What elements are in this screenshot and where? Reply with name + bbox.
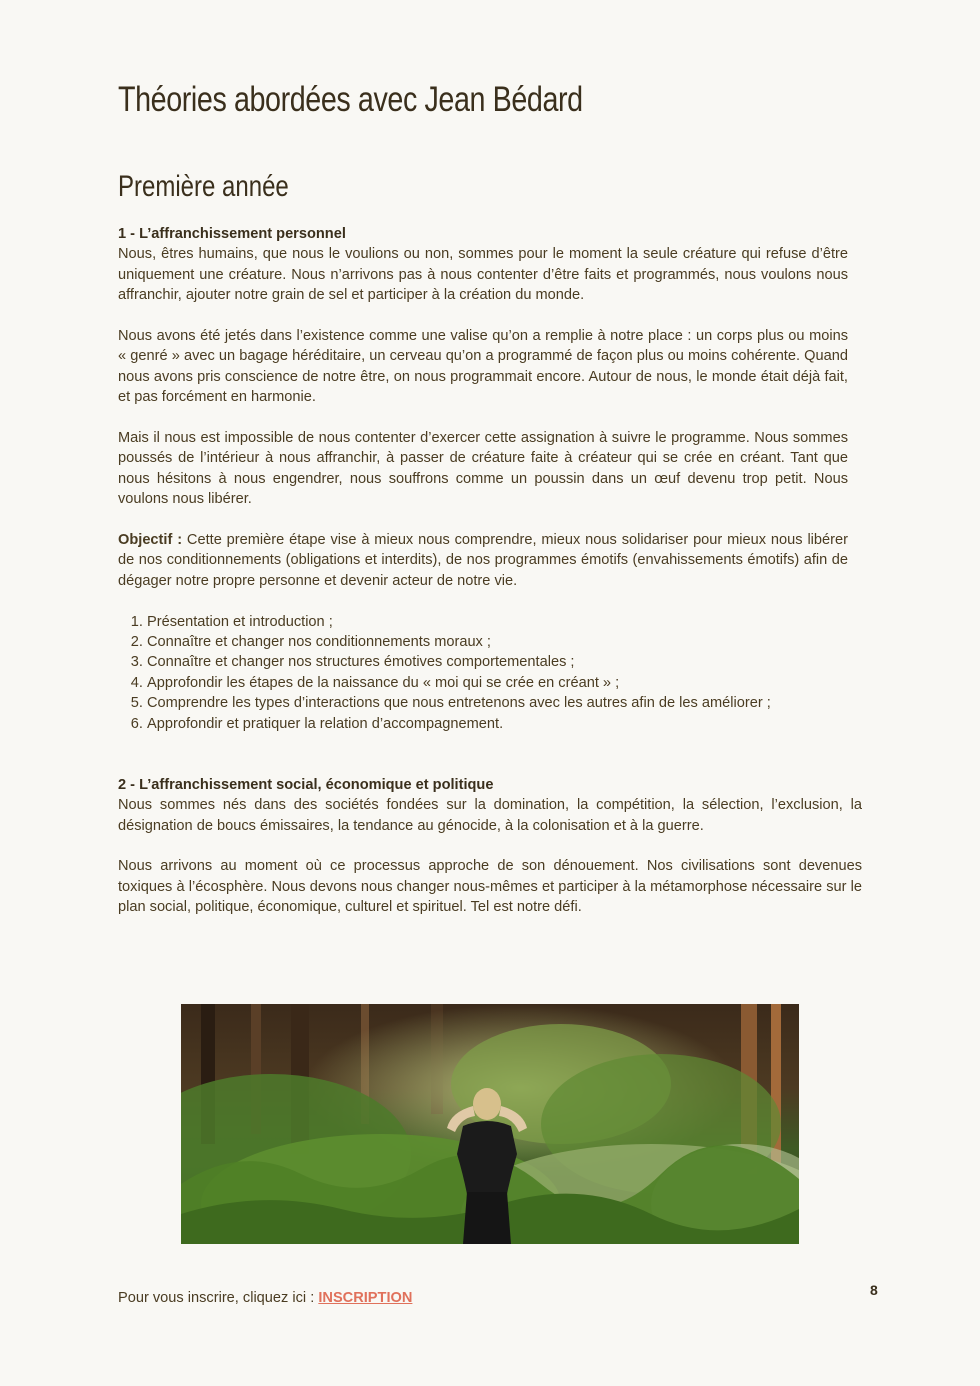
- objective-text: Cette première étape vise à mieux nous comprendre, mieux nous solidariser pour mieux nous libérer de nos conditionnements (obligations et interdits), de nos programmes émotifs (envahissements émotifs) afin de dégager notre propre personne et devenir acteur de notre vie.: [118, 532, 848, 589]
- part2-paragraph-1: Nous sommes nés dans des sociétés fondées sur la domination, la compétition, la sélection, l’exclusion, la désignation de boucs émissaires, la tendance au génocide, à la colonisation et à la guerre.: [118, 797, 862, 834]
- forest-photo: [181, 1004, 799, 1244]
- document-body: [118, 224, 862, 918]
- part2-paragraph-2: Nous arrivons au moment où ce processus approche de son dénouement. Nos civilisations sont devenues toxiques à l’écosphère. Nous devons nous changer nous-mêmes et participer à la métamorphose nécessaire sur le plan social, politique, économique, culturel et spirituel. Tel est notre défi.: [118, 858, 862, 916]
- list-item: 3. Connaître et changer nos structures émotives comportementales ;: [147, 652, 848, 672]
- part1-paragraph-3: Mais il nous est impossible de nous contenter d’exercer cette assignation à suivre le programme. Nous sommes poussés de l’intérieur à nous affranchir, à passer de créature faite à créateur qui se crée en créant. Tant que nous hésitons à nous engendrer, nous souffrons comme un poussin dans un œuf devenu trop petit. Nous voulons nous libérer.: [118, 430, 848, 508]
- list-item: 1. Présentation et introduction ;: [147, 612, 848, 632]
- list-item: 2. Connaître et changer nos conditionnements moraux ;: [147, 632, 848, 652]
- part2-heading: 2 - L’affranchissement social, économique et politique: [118, 776, 494, 793]
- list-item: 5. Comprendre les types d’interactions que nous entretenons avec les autres afin de les améliorer ;: [147, 693, 848, 713]
- list-item: 4. Approfondir les étapes de la naissance du « moi qui se crée en créant » ;: [147, 673, 848, 693]
- objective-paragraph: [118, 530, 848, 591]
- page-title: Théories abordées avec Jean Bédard: [118, 80, 583, 119]
- part1-paragraph-1: Nous, êtres humains, que nous le voulions ou non, sommes pour le moment la seule créature qui refuse d’être uniquement une créature. Nous n’arrivons pas à nous contenter d’être faits et programmés, nous voulons nous affranchir, ajouter notre grain de sel et participer à la création du monde.: [118, 246, 848, 304]
- part1-heading: 1 - L’affranchissement personnel: [118, 226, 346, 242]
- list-item: 6. Approfondir et pratiquer la relation d’accompagnement.: [147, 714, 848, 734]
- part1-paragraph-2: Nous avons été jetés dans l’existence comme une valise qu’on a remplie à notre place : un corps plus ou moins « genré » avec un bagage héréditaire, un cerveau qu’on a programmé de façon plus ou moins cohérente. Quand nous avons pris conscience de notre être, on nous programmait encore. Autour de nous, le monde était déjà fait, et pas forcément en harmonie.: [118, 328, 848, 406]
- section-title: Première année: [118, 170, 289, 203]
- inscription-link[interactable]: INSCRIPTION: [318, 1290, 413, 1306]
- page-number: 8: [870, 1282, 878, 1298]
- footer-text: Pour vous inscrire, cliquez ici :: [118, 1290, 319, 1306]
- objective-label: Objectif :: [118, 532, 183, 549]
- footer: [118, 1290, 412, 1306]
- program-list: [118, 612, 848, 734]
